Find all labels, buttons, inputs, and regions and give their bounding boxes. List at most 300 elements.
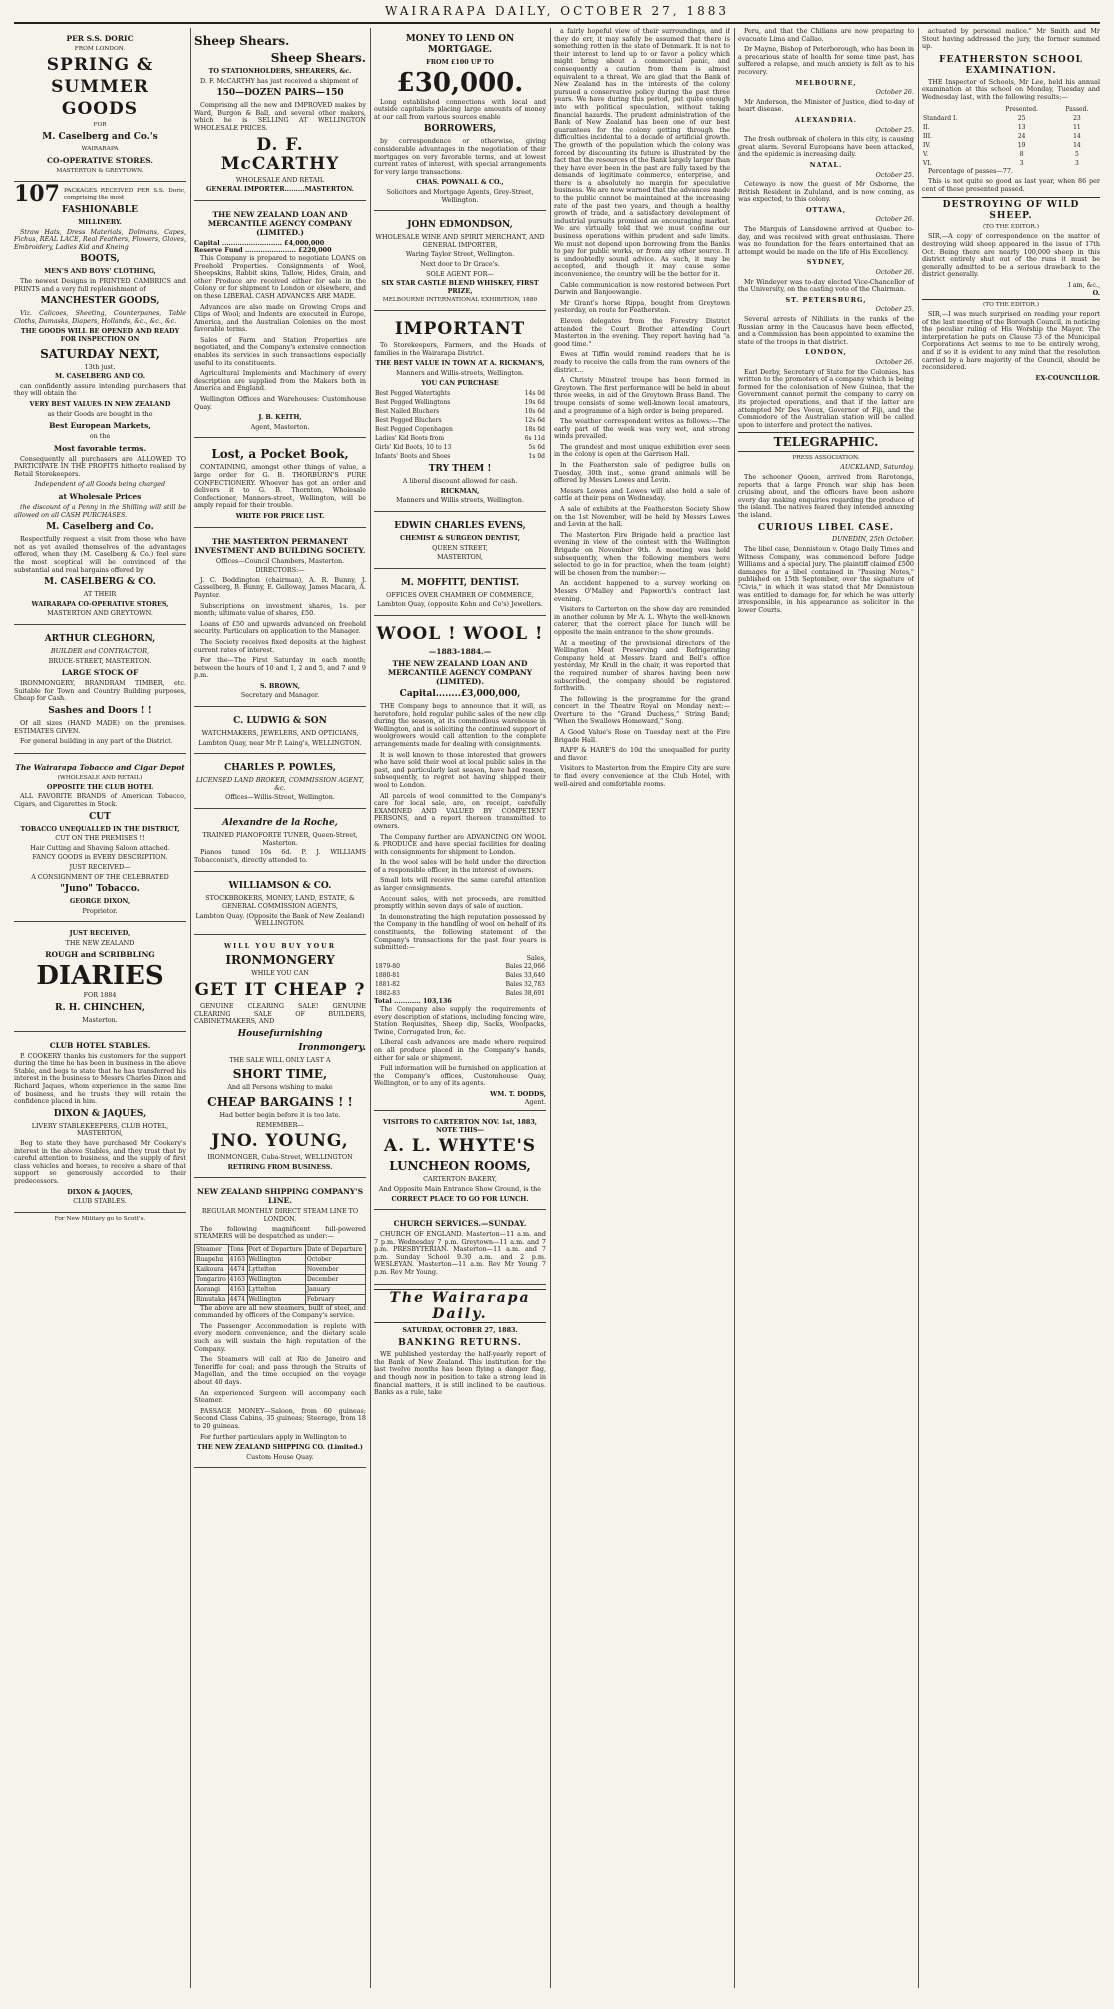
ad-text: An experienced Surgeon will accompany each Steamer. (194, 1388, 366, 1405)
table-cell: 1881-82 (375, 981, 400, 989)
ad-text: The Passenger Accommodation is replete with every modern convenience, and the dietary scale such as will sustain the high reputation of the Company. (194, 1321, 366, 1353)
ad-line: Best European Markets, (49, 421, 151, 431)
dateline-date: October 26. (875, 88, 914, 97)
price-value: 6s 11d (524, 435, 545, 443)
ad-line: STOCKBROKERS, MONEY, LAND, ESTATE, & GENERAL COMMISSION AGENTS, (205, 894, 355, 910)
price-value: 14s 0d (524, 390, 545, 398)
dateline-date: DUNEDIN, 25th October. (832, 535, 914, 544)
ad-line: RETIRING FROM BUSINESS. (227, 1162, 333, 1171)
footer-note: For New Military go to Scott's. (54, 1215, 146, 1222)
ad-line: WRITE FOR PRICE LIST. (235, 511, 325, 520)
ad-line: YOU CAN PURCHASE (421, 378, 499, 387)
table-cell: 13 (1017, 123, 1026, 131)
ad-text: IRONMONGERY, BRANDRAM TIMBER, etc. Suitable for Town and Country Building purposes, Cheap for Cash. (14, 679, 186, 703)
paper-nameplate: The Wairarapa Daily. (374, 1289, 546, 1323)
ad-text: Advances are also made on Growing Crops and Clips of Wool; and Indents are executed in Europe, America, and the Australian Colonies on the most favorable terms. (194, 302, 366, 334)
ad-text: can confidently assure intending purchasers that they will obtain the (14, 381, 186, 398)
ad-heading: 150—DOZEN PAIRS—150 (216, 88, 344, 99)
table-cell: Wellington (247, 1254, 305, 1264)
ad-whyte-luncheon (374, 1114, 546, 1210)
ad-line: Had better begin before it is too late. (219, 1110, 341, 1119)
news-item: Mr Anderson, the Minister of Justice, died to-day of heart disease. (738, 97, 914, 114)
table-cell: Standard I. (923, 114, 958, 122)
column-4 (554, 28, 730, 1988)
table-cell: 3 (1019, 159, 1024, 167)
price-value: 1s 0d (528, 453, 545, 461)
table-row (374, 971, 546, 980)
ad-line: Next door to Dr Grace's. (420, 259, 500, 268)
ad-line: CUT ON THE PREMISES !! (55, 834, 145, 843)
ad-heading: CUT (89, 811, 111, 822)
table-cell: V. (923, 150, 929, 158)
ad-text: In the wool sales will be held under the direction of a responsible officer, in the interest of owners. (374, 858, 546, 874)
ad-line: WILL YOU BUY YOUR (223, 941, 337, 950)
ad-line: Agent, Masterton. (250, 422, 310, 431)
article-heading: BANKING RETURNS. (398, 1338, 522, 1349)
ad-line: —1883-1884.— (428, 647, 492, 656)
ad-line: JUST RECEIVED— (69, 862, 131, 871)
article-text: Percentage of passes—77. (928, 166, 1013, 175)
news-item: actuated by personal malice." Mr Smith and Mr Stout having addressed the jury, the former summed up. (922, 28, 1100, 51)
ad-text: The above are all new steamers, built of steel, and commanded by officers of the Company's service. (194, 1303, 366, 1320)
ad-heading: Sheep Shears. (270, 51, 366, 65)
news-item: Cable communication is now restored between Port Darwin and Banjoewangie. (554, 280, 730, 297)
ad-text: Long established connections with local and outside capitalists placing large amounts of money at our call from various sources enable (374, 97, 546, 121)
ad-text: Liberal cash advances are made where required on all produce placed in the Company's hands, either for sale or shipment. (374, 1038, 546, 1062)
list-item (374, 416, 546, 425)
table-cell: 25 (1017, 114, 1026, 122)
table-cell: 4163 (228, 1284, 247, 1294)
ad-heading: CHARLES P. POWLES, (224, 763, 336, 774)
ad-line: MASTERTON & GREYTOWN. (56, 168, 144, 174)
ad-line: WAIRARAPA (81, 146, 119, 152)
ad-text: The Society receives fixed deposits at the highest current rates of interest. (194, 637, 366, 654)
ad-text: J. C. Boddington (chairman), A. R. Bunny, J. Casselberg, B. Bunny, E. Galloway, James Macara, A. Paynter. (194, 575, 366, 599)
ad-ironmongery (194, 938, 366, 1179)
dateline-place: MELBOURNE, (795, 78, 857, 87)
ad-line: at Wholesale Prices (58, 492, 142, 502)
table-cell: 3 (1075, 159, 1079, 167)
price-item: Best Pegged Bluchers (375, 417, 442, 425)
news-item: Visitors to Carterton on the show day are reminded in another column by Mr A. L. Whyte the well-known caterer, that the correct place for lunch will be opposite the main entrance to the show grounds. (554, 605, 730, 636)
table-row (195, 1274, 366, 1284)
list-item (374, 452, 546, 461)
ad-line: CHAS. POWNALL & CO., (416, 178, 504, 187)
ad-line: Most favorable terms. (53, 443, 147, 453)
ad-text: the discount of a Penny in the Shilling will still be allowed on all CASH PURCHASES. (14, 503, 186, 519)
news-item: At a meeting of the provisional directors of the Wellington Meat Preserving and Refrigerating Company held at Messrs Izard and Bell's office yesterday, Mr Krull in the chair, it was reported that the required number of shares having been now subscribed, the company should be registered forthwith. (554, 638, 730, 693)
table-header (922, 105, 1100, 114)
news-item: The following is the programme for the grand concert in the Theatre Royal on Monday next:—Overture to the "Grand Duchess," String Band; "When the Swallows Homeward," Song. (554, 694, 730, 726)
ad-line: Total ............ 103,136 (374, 997, 452, 1006)
ad-money-to-lend (374, 28, 546, 211)
ad-line: Secretary and Manager. (240, 691, 320, 700)
ad-text: This Company is prepared to negotiate LOANS on Freehold Properties. Consignments of Wool, Sheepskins, Rabbit skins, Tallow, Hides, Grain, and other Produce are received either for sale in the Colony or for shipment to London or elsewhere, and on these LIBERAL CASH ADVANCES ARE MADE. (194, 253, 366, 300)
ad-heading: THE NEW ZEALAND LOAN AND MERCANTILE AGENCY COMPANY (LIMITED.) (207, 209, 353, 237)
column-rule (190, 28, 191, 1988)
list-item (374, 434, 546, 443)
dateline-date: AUCKLAND, Saturday. (840, 463, 914, 472)
ad-text: It is well known to those interested that growers who have sold their wool at local public sales in the past, and particularly last season, have had reason, subsequently, to regret not having shipped their wool to London. (374, 750, 546, 789)
table-cell: 4474 (228, 1264, 247, 1274)
ad-line: THE BEST VALUE IN TOWN AT A. RICKMAN'S, (375, 359, 545, 368)
table-cell: 1880-81 (375, 972, 400, 980)
list-item (374, 425, 546, 434)
ad-text: To Storekeepers, Farmers, and the Heads of families in the Wairarapa District. (374, 341, 546, 357)
ad-line: Solicitors and Mortgage Agents, Grey-Street, Wellington. (386, 187, 534, 204)
ad-text: PASSAGE MONEY—Saloon, from 60 guineas; Second Class Cabins, 35 guineas; Steerage, from 18 to 20 guineas. (194, 1406, 366, 1430)
table-header-cell: Steamer (195, 1244, 229, 1254)
table-cell: 19 (1017, 141, 1026, 149)
ad-line: WHOLESALE WINE AND SPIRIT MERCHANT, AND GENERAL IMPORTER, (375, 233, 545, 249)
ad-evens (374, 515, 546, 569)
ad-text: Wellington Offices and Warehouses: Customhouse Quay. (194, 395, 366, 411)
ad-edmondson (374, 214, 546, 311)
list-item (374, 443, 546, 452)
ad-text: The newest Designs in PRINTED CAMBRICS and PRINTS and a very full replenishment of (14, 276, 186, 293)
ad-line: Lambton Quay, near Mr P. Laing's, WELLINGTON. (198, 738, 362, 747)
table-header-cell: Presented. (1005, 105, 1038, 113)
news-item: Ewes at Tiffin would remind readers that he is ready to receive the calls from the ram owners of the district... (554, 350, 730, 374)
ad-line: MELBOURNE INTERNATIONAL EXHIBITION, 1880 (382, 297, 538, 304)
ad-williamson (194, 875, 366, 934)
table-row (922, 132, 1100, 141)
ad-text: For further particulars apply in Wellington to (200, 1432, 347, 1441)
ad-line: S. BROWN, (260, 681, 300, 690)
price-item: Best Nailed Bluchers (375, 408, 440, 416)
ad-heading: BOOTS, (80, 254, 120, 265)
table-row (195, 1294, 366, 1304)
letter-signature: EX-COUNCILLOR. (1035, 373, 1100, 382)
ad-text: Beg to state they have purchased Mr Cookery's interest in the above Stables, and they trust that by careful attention to business, and the supply of first class vehicles and horses, to receive a share of that support so generously accorded to their predecessors. (14, 1139, 186, 1185)
price-item: Infants' Boots and Shoes (375, 453, 451, 461)
ad-line: Manners and Willis streets, Wellington. (396, 496, 524, 505)
ad-line: REGULAR MONTHLY DIRECT STEAM LINE TO LONDON. (201, 1207, 359, 1223)
price-value: 18s 6d (524, 426, 545, 434)
ad-text: In demonstrating the high reputation possessed by the Company in the handling of wool on behalf of its constituents, the following statement of the Company's transactions for the past four years is submitted:— (374, 912, 546, 952)
table-row (195, 1264, 366, 1274)
section-subheading: PRESS ASSOCIATION. (792, 455, 860, 462)
table-cell: 5 (1075, 150, 1079, 158)
news-item: The grandest and most unique exhibition ever seen in the colony is open at the Garrison Hall. (554, 442, 730, 459)
ad-line: OPPOSITE THE CLUB HOTEL (46, 782, 154, 791)
ad-text: CONTAINING, amongst other things of value, a large order for G. B. THORBURN'S PURE CONFECTIONERY. Whoever has got an order and delivers it to G. B. Thornton, Wholesale Confectioner, Manners-street, Wellington, will be amply repaid for their trouble. (194, 463, 366, 510)
article-heading: CURIOUS LIBEL CASE. (757, 523, 895, 534)
article-subheading: (TO THE EDITOR.) (983, 224, 1039, 231)
news-item: Several arrests of Nihilists in the ranks of the Russian army in the Caucasus have been effected, and a Commission has been appointed to examine the state of the troops in that district. (738, 315, 914, 346)
news-item: Visitors to Masterton from the Empire City are sure to find every convenience at the Club Hotel, with well-aired and comfortable rooms. (554, 764, 730, 788)
ad-line: SIX STAR CASTLE BLEND WHISKEY, FIRST PRIZE, (381, 279, 539, 295)
table-cell: 11 (1073, 123, 1081, 131)
letter-signoff: I am, &c., (1068, 280, 1100, 289)
ad-line: DIXON & JAQUES, (67, 1187, 133, 1196)
table-cell: 23 (1073, 114, 1081, 122)
table-cell: 4163 (228, 1254, 247, 1264)
table-cell: February (305, 1294, 365, 1304)
ad-text: Sales of Farm and Station Properties are negotiated, and the Company's extensive connection enables its services in such transactions especially useful to its constituents. (194, 335, 366, 367)
ad-rickman (374, 314, 546, 512)
ad-line: TO STATIONHOLDERS, SHEARERS, &c. (208, 67, 352, 75)
ad-line: MILLINERY. (78, 218, 122, 226)
table-cell: Bales 32,783 (505, 981, 545, 989)
list-item (374, 398, 546, 407)
dateline-date: October 26. (875, 215, 914, 224)
news-item: Mr Windeyer was to-day elected Vice-Chancellor of the University, on the casting vote of the Chairman. (738, 277, 914, 294)
ad-line: CORRECT PLACE TO GO FOR LUNCH. (391, 1194, 529, 1203)
ad-text: Account sales, with net proceeds, are remitted promptly within seven days of sale of auction. (374, 894, 546, 911)
ad-line: Custom House Quay. (246, 1452, 314, 1461)
table-cell: 14 (1073, 132, 1081, 140)
table-cell: 24 (1017, 132, 1026, 140)
ad-text: The following magnificent full-powered STEAMERS will be despatched as under:— (194, 1224, 366, 1241)
ad-cleghorn (14, 628, 186, 754)
ad-line: And Opposite Main Entrance Show Ground, is the (378, 1184, 542, 1193)
ad-text: The Company also supply the requirements of every description of stations, including fencing wire, Station Requisites, Sheep dip, Sacks, Woolpacks, Twine, Corrugated Iron, &c. (374, 1005, 546, 1036)
price-list (374, 389, 546, 461)
news-item: RAPP & HARE'S do 10d the unequalled for purity and flavor. (554, 746, 730, 762)
ad-heading: TRY THEM ! (428, 464, 492, 475)
news-item: The libel case, Dennistoun v. Otago Daily Times and Witness Company, was commenced before Judge Williams and a special jury. The plaintiff claimed £500 damages for a libel contained in "Passing Notes," published on 15th September, over the signature of "Civis," in which it was stated that Mr Dennistoun was entitled to damage for, for which he was utterly irresponsible, in his appearance as solicitor in the lower Courts. (738, 545, 914, 614)
table-cell: November (305, 1264, 365, 1274)
ad-line: CLUB STABLES. (73, 1197, 127, 1206)
table-cell: 8 (1019, 150, 1024, 158)
ad-caselberg-goods (14, 181, 186, 625)
ad-line: LICENSED LAND BROKER, COMMISSION AGENT, &c. (196, 776, 364, 792)
ad-heading: IMPORTANT (394, 319, 526, 340)
ad-line: CARTERTON BAKERY, (423, 1175, 497, 1184)
column-5 (738, 28, 914, 1988)
ad-line: Sales, (526, 953, 546, 962)
ad-heading: CLUB HOTEL STABLES. (49, 1040, 151, 1050)
price-value: 19s 6d (524, 399, 545, 407)
ad-line: Masterton. (82, 1016, 118, 1025)
ad-line: WAIRARAPA CO-OPERATIVE STORES, (31, 599, 169, 608)
column-rule (918, 28, 919, 1988)
ad-nz-loan (194, 204, 366, 439)
ad-line: RICKMAN, (440, 486, 480, 495)
table-header-cell: Port of Departure (247, 1244, 305, 1254)
table-cell: II. (923, 123, 930, 131)
ad-heading: SHORT TIME, (232, 1067, 328, 1082)
dateline-place: ALEXANDRIA. (795, 115, 857, 124)
ad-text: All parcels of wool committed to the Company's care for local sale, are, on receipt, carefully EXAMINED AND VALUED BY COMPETENT PERSONS, and a report thereon transmitted to owners. (374, 791, 546, 830)
dateline-place: OTTAWA, (805, 205, 847, 214)
ad-diaries (14, 925, 186, 1031)
dateline-date: October 25. (875, 305, 914, 314)
ad-heading: "Juno" Tobacco. (60, 884, 140, 895)
dateline-date: October 26. (875, 357, 914, 366)
ad-line: VISITORS TO CARTERTON NOV. 1st, 1883, NOTE THIS— (382, 1118, 538, 1134)
ad-shipping (194, 1181, 366, 1468)
table-cell: Wellington (247, 1294, 305, 1304)
table-header-cell: Tons (228, 1244, 247, 1254)
ad-text: Comprising all the new and IMPROVED makes by Ward, Burgon & Ball, and several other makers, which he is SELLING AT WELLINGTON WHOLESALE PRICES. (194, 101, 366, 132)
table-header-cell: Passed. (1065, 105, 1089, 113)
ad-sheep-shears (194, 28, 366, 201)
ad-heading: M. CASELBERG & CO. (44, 577, 156, 588)
section-heading: TELEGRAPHIC. (738, 432, 914, 452)
dateline-place: LONDON, (805, 348, 847, 357)
news-item: The schooner Quoen, arrived from Rarotonga, reports that a large French war ship has been cruising about, and the officers have been ashore every day making enquiries regarding the produce of the island. The natives feared they intended annexing the island. (738, 472, 914, 519)
ad-heading: IRONMONGERY (225, 953, 335, 968)
news-item: Messrs Lowes and Lowes will also hold a sale of cattle at their pens on Wednesday. (554, 486, 730, 503)
ad-line: THE GOODS WILL BE OPENED AND READY FOR INSPECTION ON (20, 327, 180, 343)
ad-line: MASTERTON, (437, 553, 483, 562)
ad-line: FROM £100 UP TO (426, 58, 494, 66)
ad-heading: THE MASTERTON PERMANENT INVESTMENT AND BUILDING SOCIETY. (194, 536, 366, 555)
ad-line: Independent of all Goods being charged (34, 480, 166, 489)
ad-heading: EDWIN CHARLES EVENS, (394, 521, 526, 532)
ad-text: Viz. Calicoes, Sheeting, Counterpanes, Table Cloths, Damasks, Diapers, Hollands, &c., &c., &c. (14, 309, 186, 325)
ad-line: Offices—Council Chambers, Masterton. (215, 556, 345, 565)
letter-signature: O. (1092, 288, 1100, 297)
ad-club-stables (14, 1035, 186, 1213)
ad-line: PER S.S. DORIC (66, 34, 134, 43)
news-item: A sale of exhibits at the Featherston Society Show on the 1st November, will be held by Messrs Lowes and Levin at the hall. (554, 505, 730, 529)
ad-text: D. F. McCARTHY has just received a shipment of (200, 76, 358, 85)
ad-spring-goods (14, 28, 186, 182)
price-value: 5s 6d (528, 444, 545, 452)
news-item: Dr Mayne, Bishop of Peterborough, who has been in a precarious state of health for some time past, has suffered a relapse, and much anxiety is felt as to his recovery. (738, 45, 914, 76)
shipping-table (194, 1244, 366, 1305)
ad-text: For general building in any part of the District. (20, 737, 173, 746)
table-cell: 14 (1073, 141, 1081, 149)
ad-heading: Alexandre de la Roche, (222, 818, 338, 829)
ad-text: P. COOKERY thanks his customers for the support during the time he has been in business in the above Stable, and begs to state that he has transferred his interest in the business to Messrs Charles Dixon and Richard Jaques, whom experience in the same line of business, and he trusts they will retain the confidence placed in him. (14, 1051, 186, 1106)
ad-heading: Lost, a Pocket Book, (211, 447, 349, 462)
news-item: In the Featherston sale of pedigree bulls on Tuesday, 30th inst., some grand animals will be offered by Messrs Lowes and Levin. (554, 461, 730, 485)
news-item: A Christy Minstrel troupe has been formed in Greytown. The first performance will be held in about three weeks, in aid of the Greytown Brass Band. The troupe consists of some well-known local amateurs, and a programme of a high order is being prepared. (554, 376, 730, 415)
ad-line: Reserve Fund ....................... £220,000 (194, 246, 332, 255)
table-cell: 4474 (228, 1294, 247, 1304)
ad-text: For the—The First Saturday in each month; between the hours of 10 and 1, 2 and 5, and 7 and 9 p.m. (194, 656, 366, 680)
dateline-place: NATAL. (809, 160, 843, 169)
ad-heading: NEW ZEALAND SHIPPING COMPANY'S LINE. (197, 1187, 363, 1206)
ad-line: JUST RECEIVED, (69, 929, 131, 938)
masthead-title: WAIRARAPA DAILY, OCTOBER 27, 1883 (385, 4, 729, 18)
news-item: The Marquis of Lansdowne arrived at Quebec to-day, and was received with great enthusiasm. There was no foundation for the fears entertained that an attempt would be made on the life of His Excellency. (738, 225, 914, 256)
article-text: This is not quite so good as last year, when 86 per cent of these presented passed. (922, 177, 1100, 193)
ad-heading: £30,000. (396, 67, 524, 98)
ad-heading: MANCHESTER GOODS, (40, 296, 160, 307)
ad-heading: Sheep Shears. (194, 34, 290, 48)
table-header-cell (922, 105, 989, 114)
table-row (374, 962, 546, 971)
ad-line: WATCHMAKERS, JEWELERS, AND OPTICIANS, (201, 729, 359, 738)
ad-powles (194, 757, 366, 809)
ad-heading: DIARIES (36, 961, 164, 992)
table-row (922, 141, 1100, 150)
ad-line: SOLE AGENT FOR— (426, 269, 494, 278)
ad-lost-pocket-book (194, 441, 366, 527)
ad-line: Manners and Willis-streets, Wellington. (396, 369, 524, 378)
ad-line: THE SALE WILL ONLY LAST A (229, 1055, 331, 1064)
dateline-place: SYDNEY, (806, 258, 846, 267)
ad-text: The Steamers will call at Rio de Janeiro and Teneriffe for coal; and pass through the Straits of Magellan, and the time occupied on the voyage about 40 days. (194, 1355, 366, 1387)
ad-line: GEORGE DIXON, (69, 897, 131, 906)
ad-line: PACKAGES RECEIVED PER S.S. Doric, comprising the most (63, 188, 186, 201)
table-cell: 4163 (228, 1274, 247, 1284)
news-item: Earl Derby, Secretary of State for the Colonies, has written to the promoters of a company which is being formed for the colonisation of New Guinea, that the Government cannot permit the company to carry on its projected operations, and that if the latter are attempted Mr Des Voeux, Governor of Fiji, and the Commodore of the Australian station will be called upon to interfere and protect the natives. (738, 367, 914, 429)
ad-tobacco-depot (14, 757, 186, 923)
ad-piano-tuner (194, 812, 366, 872)
table-cell: Aorangi (195, 1284, 229, 1294)
ad-heading: Sashes and Doors ! ! (48, 705, 152, 716)
news-item: Eleven delegates from the Forestry District attended the Court Brother attending Court Masterton in the evening. They report having had "a good time." (554, 316, 730, 348)
ad-ludwig (194, 710, 366, 754)
article-subheading: (TO THE EDITOR.) (922, 299, 1100, 309)
ad-line: A liberal discount allowed for cash. (402, 477, 518, 486)
ad-line: WM. T. DODDS, (490, 1089, 546, 1098)
table-row (374, 980, 546, 989)
ad-line: J. B. KEITH, (258, 413, 302, 422)
table-row (195, 1284, 366, 1294)
ad-heading: GET IT CHEAP ? (194, 979, 366, 1000)
ad-heading: WILLIAMSON & CO. (228, 881, 332, 892)
article-text: WE published yesterday the half-yearly report of the Bank of New Zealand. This institution for the last twelve months has been flying a danger flag, and though now in position to take a strong lead in financial matters, it is still inclined to be cautious. Banks as a rule, take (374, 1350, 546, 1397)
ad-line: BUILDER and CONTRACTOR, (50, 647, 150, 655)
ad-building-society (194, 531, 366, 708)
ad-heading: SPRING & (46, 55, 154, 75)
news-item: An accident happened to a survey working on Messrs O'Malley and Papworth's contract last evening. (554, 579, 730, 603)
table-row (922, 114, 1100, 123)
ad-heading: GOODS (61, 99, 139, 119)
table-cell: Kaikoura (195, 1264, 229, 1274)
ad-line: Lambton Quay. (Opposite the Bank of New Zealand) WELLINGTON. (195, 911, 365, 928)
ad-heading: SUMMER (51, 77, 149, 97)
ad-heading: M. MOFFITT, DENTIST. (400, 577, 520, 588)
ad-heading: JOHN EDMONDSON, (407, 220, 513, 231)
dateline-date: October 25. (875, 170, 914, 179)
dateline-date: October 25. (875, 125, 914, 134)
ad-heading: Capital........£3,000,000, (399, 689, 521, 699)
list-item (374, 389, 546, 398)
ad-text: Pianos tuned 10s 6d. P. J. WILLIAMS Tobacconist's, directly attended to. (194, 848, 366, 864)
ad-text: GENUINE CLEARING SALE! GENUINE CLEARING SALE OF BUILDERS, CABINETMAKERS, AND (194, 1001, 366, 1026)
ad-line: And all Persons wishing to make (227, 1083, 333, 1092)
price-item: Ladies' Kid Boots from (375, 435, 445, 443)
ad-line: LIVERY STABLEKEEPERS, CLUB HOTEL, MASTERTON, (31, 1121, 169, 1138)
table-cell: Bales 38,691 (505, 990, 545, 998)
column-rule (734, 28, 735, 1988)
ad-line: ROUGH and SCRIBBLING (45, 950, 155, 960)
ad-line: FANCY GOODS in EVERY DESCRIPTION. (32, 853, 168, 862)
article-text: a fairly hopeful view of their surroundings, and if they do err, it may safely be assumed that there is something rotten in the state of Denmark. It is not to their interest to lend up to or favor a policy which might bring about a commercial panic, and consequently a caution from them is almost equivalent to a threat. We are glad that the Bank of New Zealand has in the interests of the colony pursued a conservative policy during the past three years. We have during this period, put quite enough into with political speculation, without taking financial hazards. The prudent administration of the Bank of New Zealand has been one of our best guarantees for the colony getting through the difficulties incidental to a decade of artificial growth. The growth of the population which the colony was forced by discounting its future is illustrated by the fact that the resources of the Bank largely larger than they have ever been in the past are fully taxed by the demands of legitimate commerce, enterprise, and there is a absolutely no margin for speculative business. We are now warned that the advances made to the public cannot be maintained at the increasing rate of the past two years, and though a healthy growth of trade, and a satisfactory development of industrial pursuits promised an encouraging market. We are virtually told that we must confine our business operations within prudent and safe limits. We must not depend upon borrowing from the Banks to pay for public works, or from any other source. It is undoubtedly sound advice. As such, it may be accepted, and though it may cause some inconvenience, the country will be the better for it. (554, 28, 730, 278)
price-value: 10s 6d (524, 408, 545, 416)
table-cell: VI. (923, 159, 932, 167)
price-item: Best Pegged Wellingtons (375, 399, 451, 407)
ad-line: CO-OPERATIVE STORES. (47, 156, 153, 165)
table-cell: 1879-80 (375, 963, 400, 971)
ad-heading: CHURCH SERVICES.—SUNDAY. (393, 1219, 527, 1229)
column-1 (14, 28, 186, 1988)
ad-heading: BORROWERS, (423, 124, 497, 135)
ad-text: CHURCH OF ENGLAND. Masterton—11 a.m. and 7 p.m. Wednesday 7 p.m. Greytown—11 a.m. and 7 p.m. PRESBYTERIAN. Masterton—11 a.m. and 7 p.m. Sunday School 9.30 a.m. and 2 p.m. WESLEYAN. Masterton—11 a.m. Rev Mr Young 7 p.m. Rev Mr Young. (374, 1230, 546, 1277)
ad-heading: THE NEW ZEALAND LOAN AND MERCANTILE AGENCY COMPANY (LIMITED). (387, 659, 533, 686)
ad-heading: Housefurnishing (237, 1028, 323, 1039)
ad-line: M. CASELBERG AND CO. (55, 372, 145, 381)
ad-line: Offices—Willis-Street, Wellington. (225, 793, 335, 802)
table-cell: Bales 33,640 (505, 972, 545, 980)
ad-text: Straw Hats, Dress Materials, Dolmans, Capes, Fichus, REAL LACE, Real Feathers, Flowers, Gloves, Embroidery, Ladies Kid and Kneing (14, 227, 186, 251)
wool-shipments (374, 962, 546, 998)
ad-text: Agricultural Implements and Machinery of every description are supplied from the Makers both in America and England. (194, 369, 366, 393)
ad-text: ALL FAVORITE BRANDS of American Tobacco, Cigars, and Cigarettes in Stock. (14, 792, 186, 808)
table-cell: Wellington (247, 1274, 305, 1284)
news-item: A Good Value's Rose on Tuesday next at the Fire Brigade Hall. (554, 728, 730, 744)
price-item: Best Pegged Copenhagen (375, 426, 453, 434)
news-item: Peru, and that the Chilians are now preparing to evacuate Lima and Callao. (738, 28, 914, 43)
